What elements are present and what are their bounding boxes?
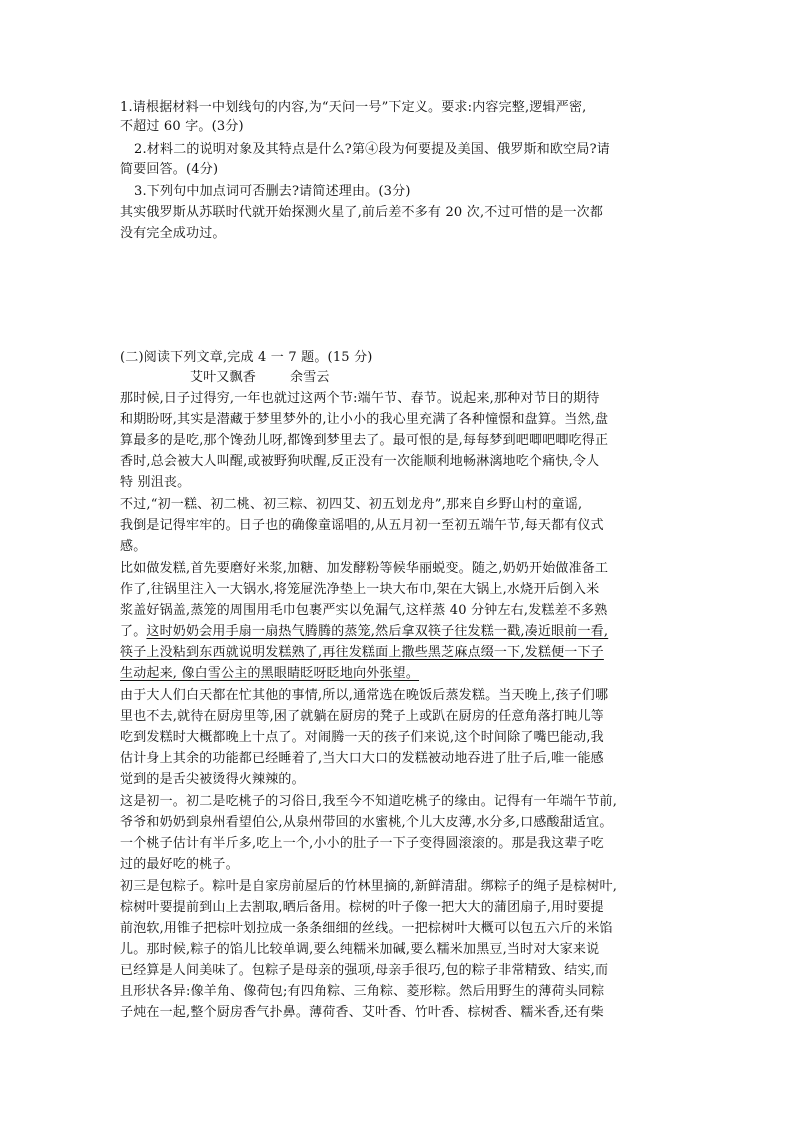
question-3-line-2: 其实俄罗斯从苏联时代就开始探测火星了,前后差不多有 20 次,不过可惜的是一次都	[120, 205, 604, 220]
paragraph-line: 且形状各异:像羊角、像荷包;有四角粽、三角粽、菱形粽。然后用野生的薄荷头同粽	[120, 984, 605, 999]
paragraph-line: 子炖在一起,整个厨房香气扑鼻。薄荷香、艾叶香、竹叶香、棕树香、糯米香,还有柴	[120, 1005, 604, 1020]
question-3-line-1: 3.下列句中加点词可否删去?请简述理由。(3分)	[134, 184, 411, 199]
section-2-header: (二)阅读下列文章,完成 4 一 7 题。(15 分)	[120, 350, 373, 365]
paragraph-line: 感。	[120, 539, 147, 554]
underlined-sentence: 筷子上没粘到东西就说明发糕熟了,再往发糕面上撒些黑芝麻点缀一下,发糕便一下子	[120, 645, 604, 660]
paragraph-line: 特 别沮丧。	[120, 475, 191, 490]
paragraph-line: 已经算是人间美味了。包粽子是母亲的强项,母亲手很巧,包的粽子非常精致、结实,而	[120, 963, 609, 978]
question-1-line-1: 1.请根据材料一中划线句的内容,为“天问一号”下定义。要求:内容完整,逻辑严密,	[120, 100, 587, 115]
paragraph-line: 浆盖好锅盖,蒸笼的周围用毛巾包裹严实以免漏气,这样蒸 40 分钟左右,发糕差不多熟	[120, 603, 608, 618]
paragraph-line: 这是初一。初二是吃桃子的习俗日,我至今不知道吃桃子的缘由。记得有一年端午节前,	[120, 794, 618, 809]
question-1-line-2: 不超过 60 字。(3分)	[120, 119, 244, 134]
paragraph-line: 过的最好吃的桃子。	[120, 857, 239, 872]
paragraph-line: 前泡软,用锥子把棕叶划拉成一条条细细的丝线。一把棕树叶大概可以包五六斤的米馅	[120, 921, 613, 936]
paragraph-line: 初三是包粽子。粽叶是自家房前屋后的竹林里摘的,新鲜清甜。绑粽子的绳子是棕树叶,	[120, 879, 618, 894]
article-author: 余雪云	[290, 370, 330, 385]
question-3-line-3: 没有完全成功过。	[120, 226, 226, 241]
article-title: 艾叶又飘香	[190, 370, 257, 385]
underlined-sentence: 这时奶奶会用手扇一扇热气腾腾的蒸笼,然后拿双筷子往发糕一戳,凑近眼前一看,	[146, 624, 609, 639]
paragraph-line	[120, 622, 680, 641]
paragraph-text: 了。	[120, 624, 147, 639]
paragraph-line: 不过,“初一糕、初二桃、初三粽、初四艾、初五划龙舟”,那来自乡野山村的童谣,	[120, 497, 583, 512]
paragraph-line: 香时,总会被大人叫醒,或被野狗吠醒,反正没有一次能顺利地畅淋漓地吃个痛快,令人	[120, 454, 600, 469]
paragraph-line: 作了,往锅里注入一大锅水,将笼屉洗净垫上一块大布巾,架在大锅上,水烧开后倒入米	[120, 582, 600, 597]
paragraph-line: 和期盼呀,其实是潜藏于梦里梦外的,让小小的我心里充满了各种憧憬和盘算。当然,盘	[120, 412, 609, 427]
paragraph-line: 儿。那时候,粽子的馅儿比较单调,要么纯糯米加碱,要么糯米加黑豆,当时对大家来说	[120, 942, 600, 957]
paragraph-line: 一个桃子估计有半斤多,吃上一个,小小的肚子一下子变得圆滚滚的。那是我这辈子吃	[120, 836, 604, 851]
paragraph-line: 那时候,日子过得穷,一年也就过这两个节:端午节、春节。说起来,那种对节日的期待	[120, 391, 600, 406]
paragraph-line: 里也不去,就待在厨房里等,困了就躺在厨房的凳子上或趴在厨房的任意角落打盹儿等	[120, 709, 604, 724]
underlined-sentence: 生动起来, 像白雪公主的黑眼睛眨呀眨地向外张望。	[120, 666, 420, 681]
paragraph-line: 我倒是记得牢牢的。日子也的确像童谣唱的,从五月初一至初五端午节,每天都有仪式	[120, 518, 604, 533]
question-2-line-1: 2.材料二的说明对象及其特点是什么?第④段为何要提及美国、俄罗斯和欧空局?请	[134, 142, 610, 157]
article-title-row	[190, 368, 750, 387]
paragraph-line: 比如做发糕,首先要磨好米浆,加糖、加发酵粉等候华丽蜕变。随之,奶奶开始做准备工	[120, 561, 609, 576]
paragraph-line: 爷爷和奶奶到泉州看望伯公,从泉州带回的水蜜桃,个儿大皮薄,水分多,口感酸甜适宜。	[120, 815, 613, 830]
paragraph-line: 估计身上其余的功能都已经睡着了,当大口大口的发糕被动地吞进了肚子后,唯一能感	[120, 751, 604, 766]
paragraph-line: 棕树叶要提前到山上去割取,晒后备用。棕树的叶子像一把大大的蒲团扇子,用时要提	[120, 900, 604, 915]
paragraph-line: 吃到发糕时大概都晚上十点了。对闹腾一天的孩子们来说,这个时间除了嘴巴能动,我	[120, 730, 604, 745]
paragraph-line: 算最多的是吃,那个馋劲儿呀,都馋到梦里去了。最可恨的是,每每梦到吧唧吧唧吃得正	[120, 433, 609, 448]
paragraph-line: 觉到的是舌尖被烫得火辣辣的。	[120, 772, 305, 787]
paragraph-line: 由于大人们白天都在忙其他的事情,所以,通常选在晚饭后蒸发糕。当天晚上,孩子们哪	[120, 688, 609, 703]
question-2-line-2: 简要回答。(4分)	[120, 162, 219, 177]
